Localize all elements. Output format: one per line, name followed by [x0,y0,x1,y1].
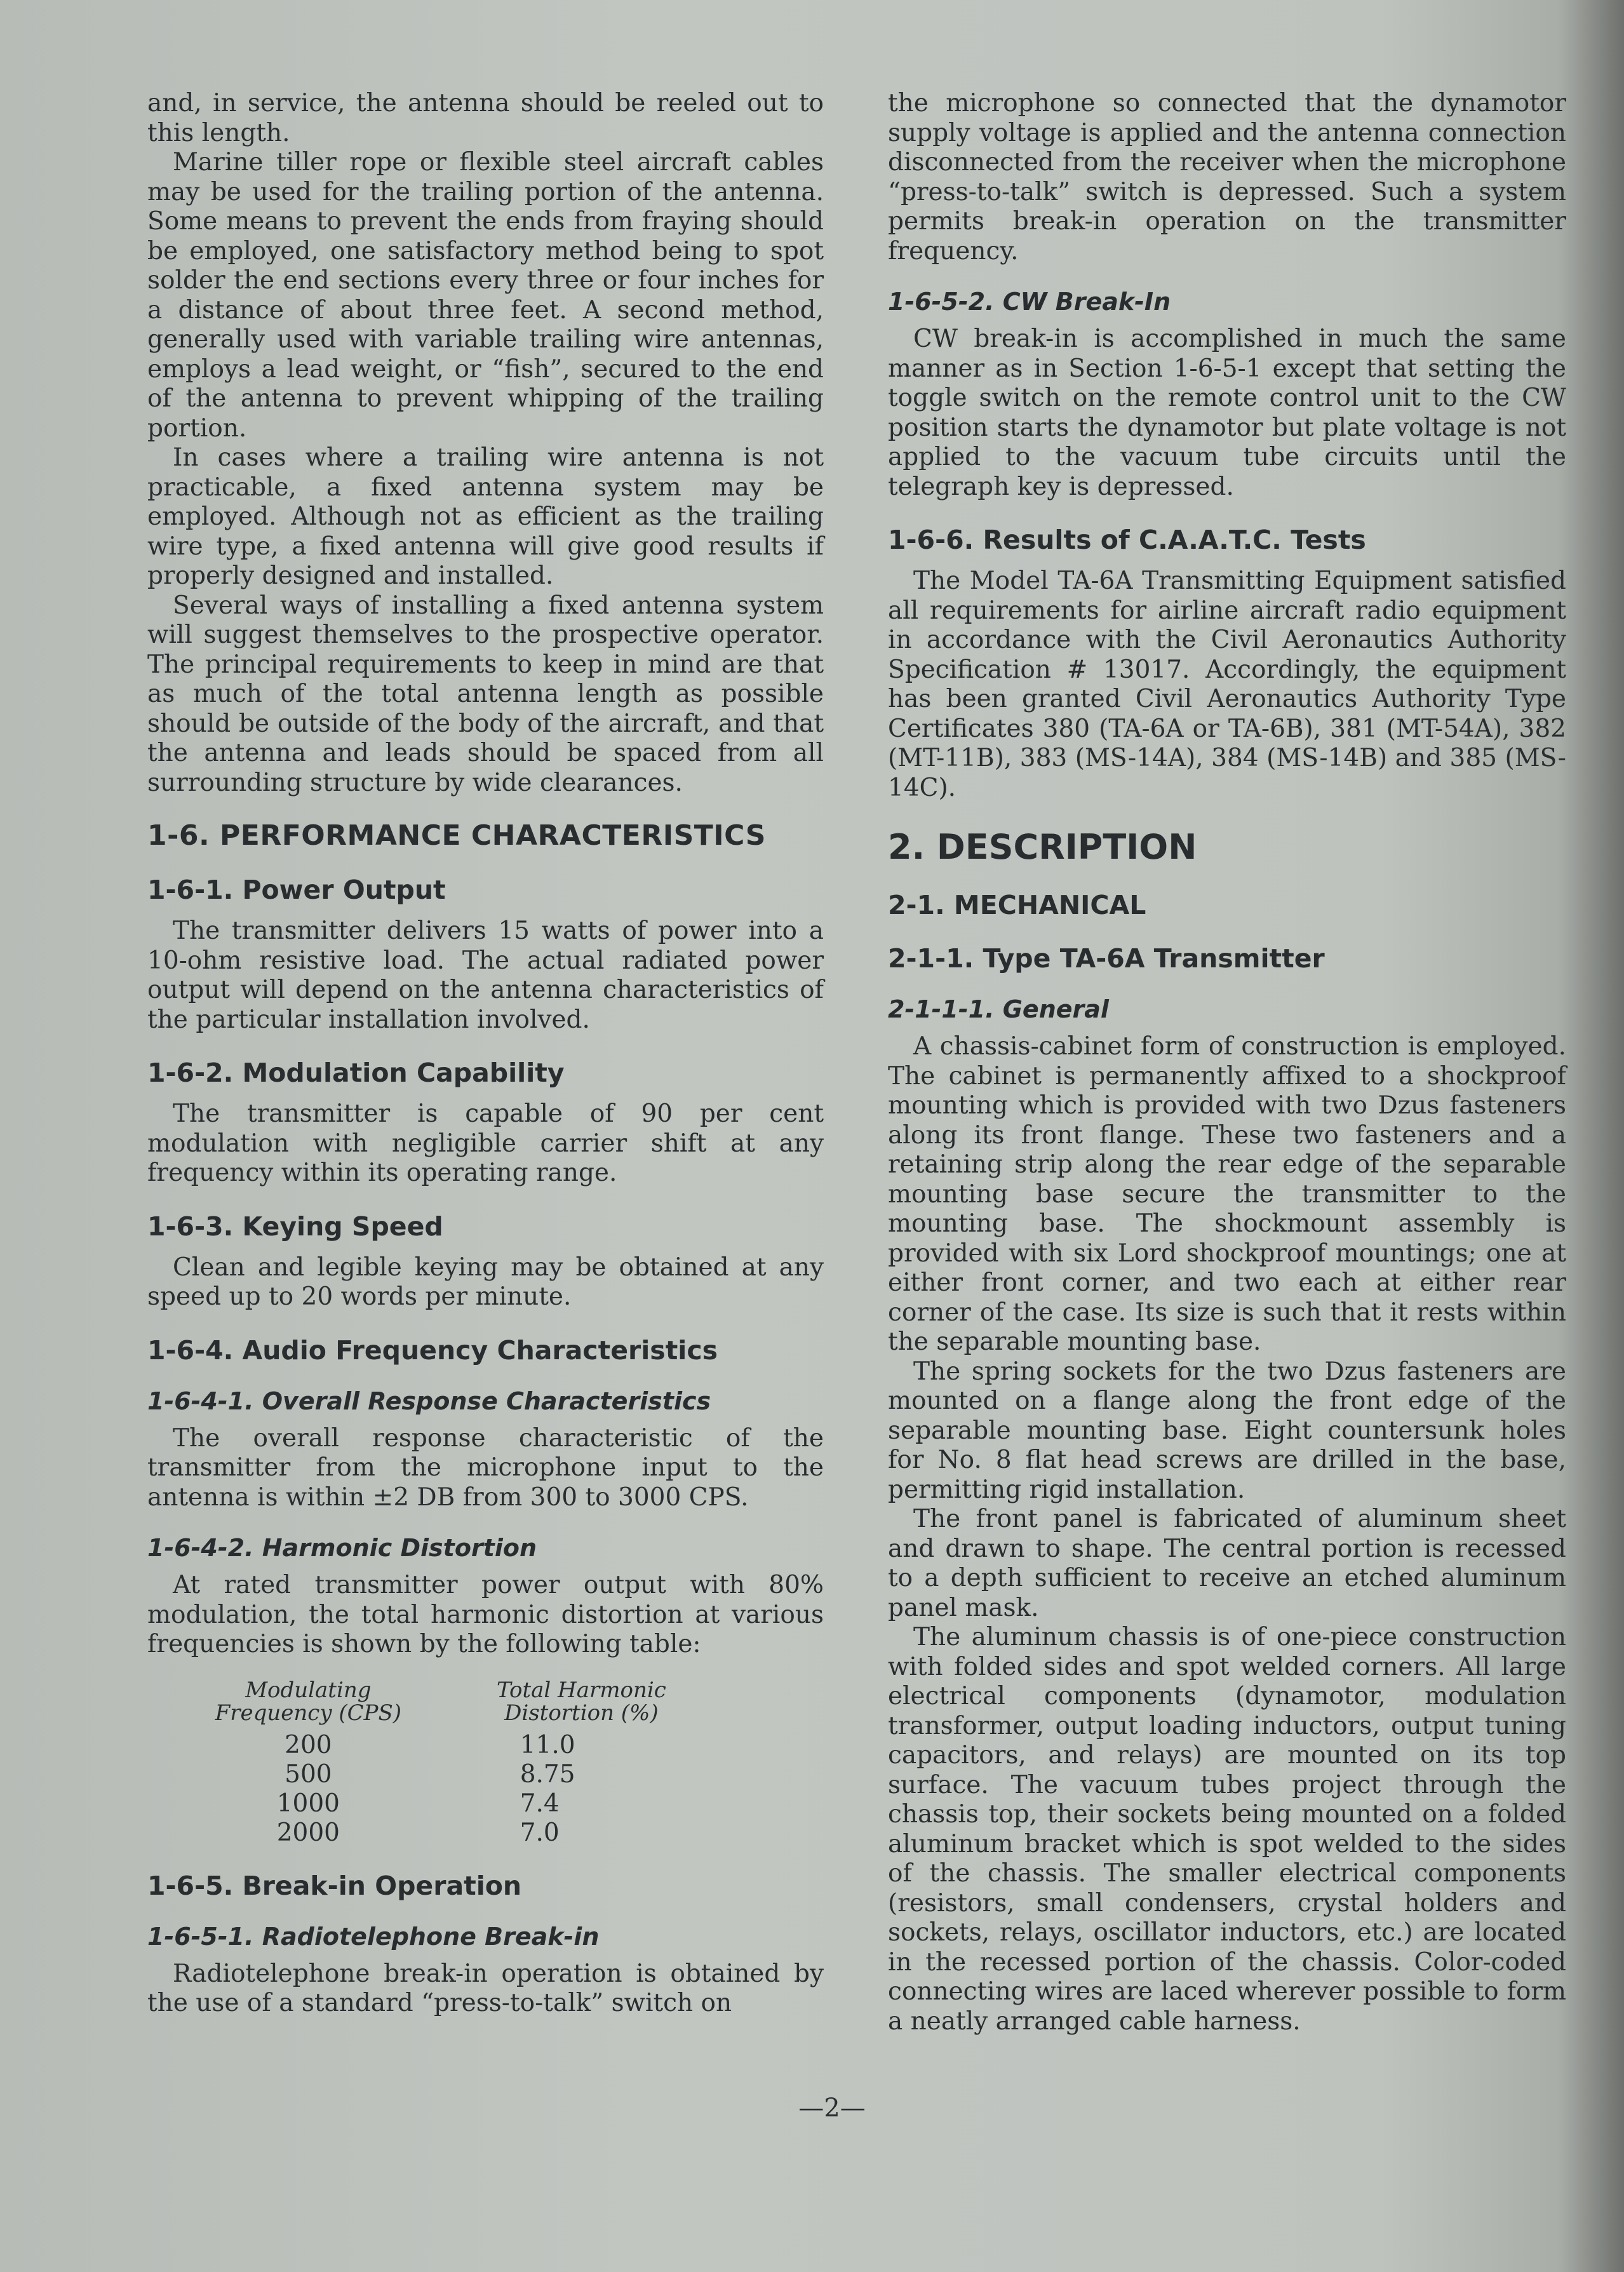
table-row [173,1731,719,1760]
table-header: Total Harmonic Distortion (%) [496,1677,666,1726]
paragraph: The front panel is fabricated of aluminum sheet and drawn to shape. The central portion is recessed to a depth sufficient to receive an etched aluminum panel mask. [888,1505,1566,1622]
paragraph: Clean and legible keying may be obtained at any speed up to 20 words per minute. [147,1253,824,1311]
subsection-heading: 1-6-4. Audio Frequency Characteristics [147,1334,718,1366]
paragraph: The spring sockets for the two Dzus fasteners are mounted on a flange along the front edge of the separable mounting base. Eight countersunk holes for No. 8 flat head screws are drilled in the base, permitting rigid installation. [888,1357,1566,1504]
paragraph: A chassis-cabinet form of construction is employed. The cabinet is permanently affixed to a shockproof mounting which is provided with two Dzus fasteners along its front flange. These two fasteners and a retaining strip along the rear edge of the separable mounting base secure the transmitter to the mounting base. The shockmount assembly is provided with six Lord shockproof mountings; one at either front corner, and two each at either rear corner of the case. Its size is such that it rests within the separable mounting base. [888,1032,1566,1356]
table-cell: 7.4 [520,1789,560,1818]
subsubsection-heading: 1-6-5-2. CW Break-In [888,288,1171,316]
distortion-table [173,1679,719,1848]
page-number: —2— [798,2094,866,2123]
paragraph: CW break-in is accomplished in much the same manner as in Section 1-6-5-1 except that setting the toggle switch on the remote control unit to the CW position starts the dynamotor but plate voltage is not applied to the vacuum tube circuits until the telegraph key is depressed. [888,325,1566,501]
subsection-heading: 1-6-2. Modulation Capability [147,1058,565,1088]
paragraph: The transmitter delivers 15 watts of power into a 10-ohm resistive load. The actual radiated power output will depend on the antenna characteristics of the particular installation involved. [147,917,824,1034]
paragraph: Several ways of installing a fixed antenna system will suggest themselves to the prospective operator. The principal requirements to keep in mind are that as much of the total antenna length as possible should be outside of the body of the aircraft, and that the antenna and leads should be spaced from all surrounding structure by wide clearances. [147,591,824,797]
left-column [147,89,824,2019]
paragraph: Marine tiller rope or flexible steel aircraft cables may be used for the trailing portion of the antenna. Some means to prevent the ends from fraying should be employed, one satisfactory method being to spot solder the end sections every three or four inches for a distance of about three feet. A second method, generally used with variable trailing wire antennas, employs a lead weight, or “fish”, secured to the end of the antenna to prevent whipping of the trailing portion. [147,148,824,443]
table-cell: 11.0 [520,1730,575,1759]
subsection-heading: 1-6-5. Break-in Operation [147,1870,522,1901]
subsection-heading: 1-6-1. Power Output [147,875,446,905]
section-heading: 1-6. PERFORMANCE CHARACTERISTICS [147,819,766,852]
subsection-heading: 2-1-1. Type TA-6A Transmitter [888,943,1325,974]
table-cell: 2000 [276,1818,340,1847]
table-cell: 8.75 [520,1759,575,1789]
subsubsection-heading: 1-6-4-2. Harmonic Distortion [147,1534,537,1562]
paragraph: The transmitter is capable of 90 per cent modulation with negligible carrier shift at any frequency within its operating range. [147,1099,824,1187]
subsubsection-heading: 1-6-5-1. Radiotelephone Break-in [147,1922,600,1951]
paragraph: The Model TA-6A Transmitting Equipment satisfied all requirements for airline aircraft radio equipment in accordance with the Civil Aeronautics Authority Specification # 13017. Accordingly, the equipment has been granted Civil Aeronautics Authority Type Certificates 380 (TA-6A or TA-6B), 381 (MT-54A), 382 (MT-11B), 383 (MS-14A), 384 (MS-14B) and 385 (MS-14C). [888,567,1566,802]
table-row [173,1760,719,1789]
table-header: Modulating Frequency (CPS) [215,1677,402,1726]
paragraph: the microphone so connected that the dynamotor supply voltage is applied and the antenna connection disconnected from the receiver when the microphone “press-to-talk” switch is depressed. Such a system permits break-in operation on the transmitter frequency. [888,89,1566,266]
table-header-row [173,1679,719,1731]
right-column [888,89,1566,2036]
table-cell: 1000 [276,1789,340,1818]
table-cell: 200 [285,1730,332,1759]
table-row [173,1818,719,1848]
table-cell: 7.0 [520,1818,560,1847]
section-heading: 2-1. MECHANICAL [888,890,1146,920]
paragraph: Radiotelephone break-in operation is obtained by the use of a standard “press-to-talk” switch on [147,1959,824,2017]
chapter-heading: 2. DESCRIPTION [888,827,1197,867]
table-row [173,1789,719,1818]
paragraph: The aluminum chassis is of one-piece construction with folded sides and spot welded corners. All large electrical components (dynamotor, modulation transformer, output loading inductors, output tuning capacitors, and relays) are mounted on its top surface. The vacuum tubes project through the chassis top, their sockets being mounted on a folded aluminum bracket which is spot welded to the sides of the chassis. The smaller electrical components (resistors, small condensers, crystal holders and sockets, relays, oscillator inductors, etc.) are located in the recessed portion of the chassis. Color-coded connecting wires are laced wherever possible to form a neatly arranged cable harness. [888,1623,1566,2036]
table-cell: 500 [285,1759,332,1789]
paragraph: At rated transmitter power output with 80% modulation, the total harmonic distortion at various frequencies is shown by the following table: [147,1571,824,1658]
subsection-heading: 1-6-3. Keying Speed [147,1211,443,1242]
subsubsection-heading: 1-6-4-1. Overall Response Characteristics [147,1387,711,1415]
subsubsection-heading: 2-1-1-1. General [888,995,1109,1023]
paragraph: In cases where a trailing wire antenna is not practicable, a fixed antenna system may be employed. Although not as efficient as the trailing wire type, a fixed antenna will give good results if properly designed and installed. [147,443,824,590]
paragraph: The overall response characteristic of the transmitter from the microphone input to the antenna is within ±2 DB from 300 to 3000 CPS. [147,1423,824,1512]
subsection-heading: 1-6-6. Results of C.A.A.T.C. Tests [888,525,1366,555]
paragraph: and, in service, the antenna should be reeled out to this length. [147,89,824,147]
